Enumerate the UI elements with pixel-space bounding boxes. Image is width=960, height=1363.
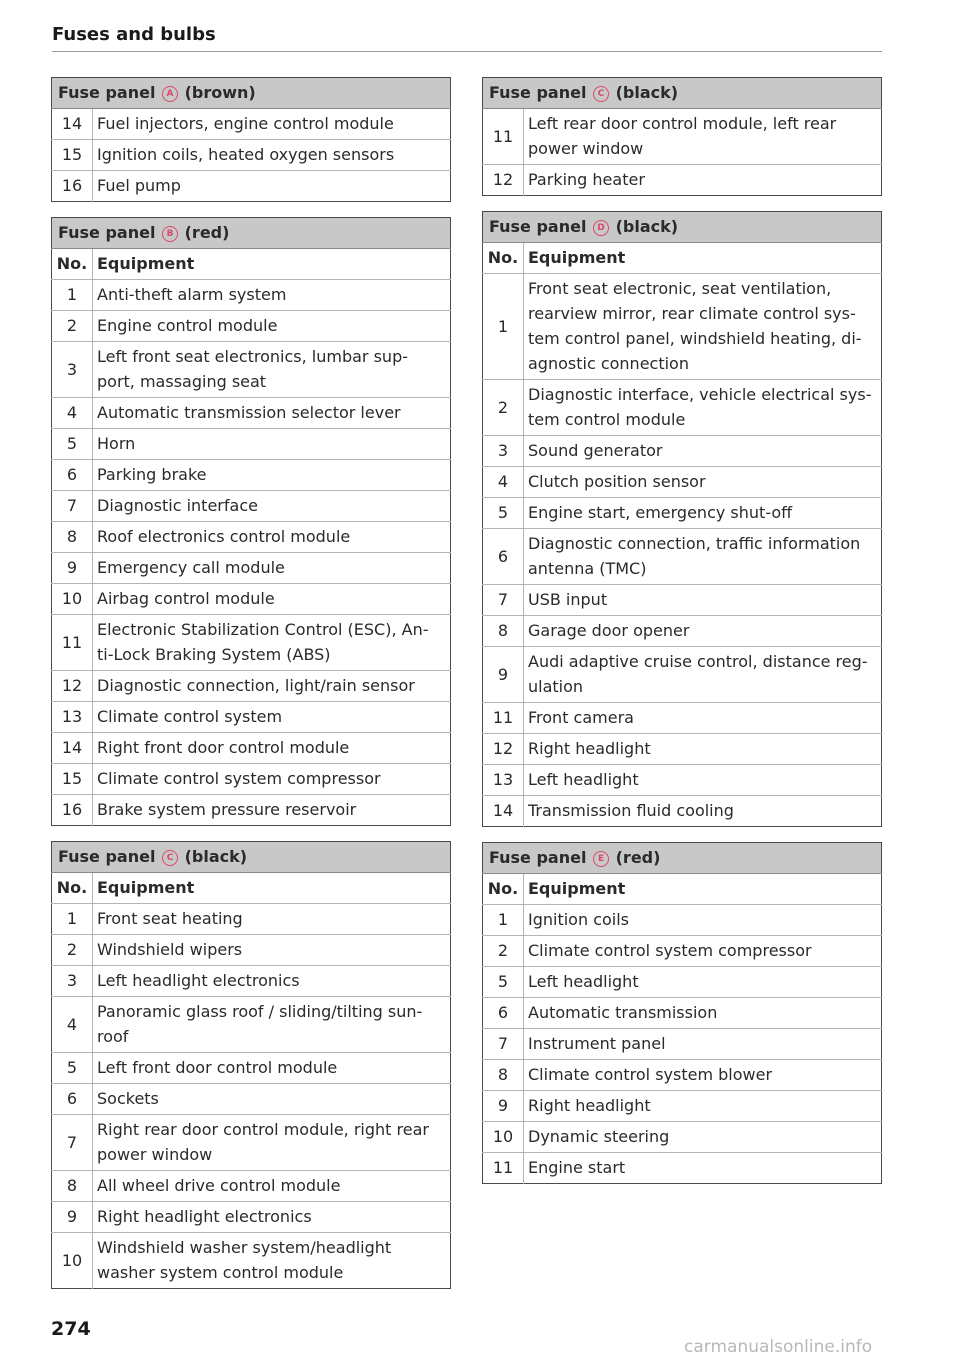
panel-c-badge-icon: C xyxy=(162,850,178,866)
panel-c-badge-icon: C xyxy=(593,86,609,102)
panel-a-title: Fuse panel A (brown) xyxy=(52,78,451,109)
table-row: 5 Left headlight xyxy=(483,967,882,998)
table-row: 8 Garage door opener xyxy=(483,616,882,647)
table-row: 14 Transmission fluid cooling xyxy=(483,796,882,827)
table-row: 2 Climate control system compressor xyxy=(483,936,882,967)
fuse-table-panel-d xyxy=(482,211,882,827)
table-row: 9 Emergency call module xyxy=(52,553,451,584)
table-row: 11 Engine start xyxy=(483,1153,882,1184)
table-row: 5 Engine start, emergency shut-off xyxy=(483,498,882,529)
table-row: 14 Right front door control module xyxy=(52,733,451,764)
table-row: 5 Horn xyxy=(52,429,451,460)
page-header: Fuses and bulbs xyxy=(52,24,882,52)
column-header-row: No. Equipment xyxy=(483,874,882,905)
table-row: 1 Front seat electronic, seat ventilation, rearview mirror, rear climate control sys- tem control panel, windshield heating, di- agnostic connection xyxy=(483,274,882,380)
table-row: 16 Brake system pressure reservoir xyxy=(52,795,451,826)
table-row: 7 Right rear door control module, right rear power window xyxy=(52,1115,451,1171)
right-column xyxy=(482,77,882,1199)
left-column xyxy=(51,77,451,1304)
table-row: 11 Left rear door control module, left rear power window xyxy=(483,109,882,165)
panel-b-badge-icon: B xyxy=(162,226,178,242)
table-row: 9 Right headlight electronics xyxy=(52,1202,451,1233)
table-row: 6 Sockets xyxy=(52,1084,451,1115)
fuse-table-panel-c xyxy=(51,841,451,1289)
table-row: 4 Automatic transmission selector lever xyxy=(52,398,451,429)
table-row: 1 Front seat heating xyxy=(52,904,451,935)
table-row: 2 Engine control module xyxy=(52,311,451,342)
table-row: 10 Airbag control module xyxy=(52,584,451,615)
table-row: 3 Left front seat electronics, lumbar sup- port, massaging seat xyxy=(52,342,451,398)
table-row: 4 Panoramic glass roof / sliding/tilting sun- roof xyxy=(52,997,451,1053)
column-header-row: No. Equipment xyxy=(52,249,451,280)
fuse-table-panel-e xyxy=(482,842,882,1184)
panel-e-title: Fuse panel E (red) xyxy=(483,843,882,874)
table-row: 10 Windshield washer system/headlight washer system control module xyxy=(52,1233,451,1289)
panel-b-title: Fuse panel B (red) xyxy=(52,218,451,249)
column-header-row: No. Equipment xyxy=(52,873,451,904)
page-number: 274 xyxy=(51,1318,91,1340)
table-row: 7 USB input xyxy=(483,585,882,616)
table-row: 16 Fuel pump xyxy=(52,171,451,202)
table-row: 8 Climate control system blower xyxy=(483,1060,882,1091)
table-row: 11 Front camera xyxy=(483,703,882,734)
table-row: 4 Clutch position sensor xyxy=(483,467,882,498)
table-row: 8 Roof electronics control module xyxy=(52,522,451,553)
fuse-table-panel-b xyxy=(51,217,451,826)
table-row: 2 Windshield wipers xyxy=(52,935,451,966)
panel-e-badge-icon: E xyxy=(593,851,609,867)
table-row: 2 Diagnostic interface, vehicle electrical sys- tem control module xyxy=(483,380,882,436)
table-row: 9 Audi adaptive cruise control, distance reg- ulation xyxy=(483,647,882,703)
table-row: 3 Sound generator xyxy=(483,436,882,467)
table-row: 8 All wheel drive control module xyxy=(52,1171,451,1202)
panel-c-title: Fuse panel C (black) xyxy=(52,842,451,873)
table-row: 12 Parking heater xyxy=(483,165,882,196)
table-row: 3 Left headlight electronics xyxy=(52,966,451,997)
panel-d-badge-icon: D xyxy=(593,220,609,236)
column-header-row: No. Equipment xyxy=(483,243,882,274)
table-row: 15 Climate control system compressor xyxy=(52,764,451,795)
table-row: 6 Parking brake xyxy=(52,460,451,491)
table-row: 1 Anti-theft alarm system xyxy=(52,280,451,311)
table-row: 14 Fuel injectors, engine control module xyxy=(52,109,451,140)
table-row: 10 Dynamic steering xyxy=(483,1122,882,1153)
panel-a-badge-icon: A xyxy=(162,86,178,102)
panel-c-continued-title: Fuse panel C (black) xyxy=(483,78,882,109)
table-row: 1 Ignition coils xyxy=(483,905,882,936)
fuse-table-panel-a xyxy=(51,77,451,202)
fuse-table-panel-c-continued xyxy=(482,77,882,196)
table-row: 5 Left front door control module xyxy=(52,1053,451,1084)
table-row: 15 Ignition coils, heated oxygen sensors xyxy=(52,140,451,171)
table-row: 12 Diagnostic connection, light/rain sensor xyxy=(52,671,451,702)
watermark: carmanualsonline.info xyxy=(684,1337,873,1357)
table-row: 12 Right headlight xyxy=(483,734,882,765)
table-row: 7 Instrument panel xyxy=(483,1029,882,1060)
table-row: 6 Automatic transmission xyxy=(483,998,882,1029)
table-row: 13 Left headlight xyxy=(483,765,882,796)
table-row: 13 Climate control system xyxy=(52,702,451,733)
table-row: 11 Electronic Stabilization Control (ESC), An- ti-Lock Braking System (ABS) xyxy=(52,615,451,671)
table-row: 9 Right headlight xyxy=(483,1091,882,1122)
panel-d-title: Fuse panel D (black) xyxy=(483,212,882,243)
table-row: 7 Diagnostic interface xyxy=(52,491,451,522)
table-row: 6 Diagnostic connection, traffic information antenna (TMC) xyxy=(483,529,882,585)
